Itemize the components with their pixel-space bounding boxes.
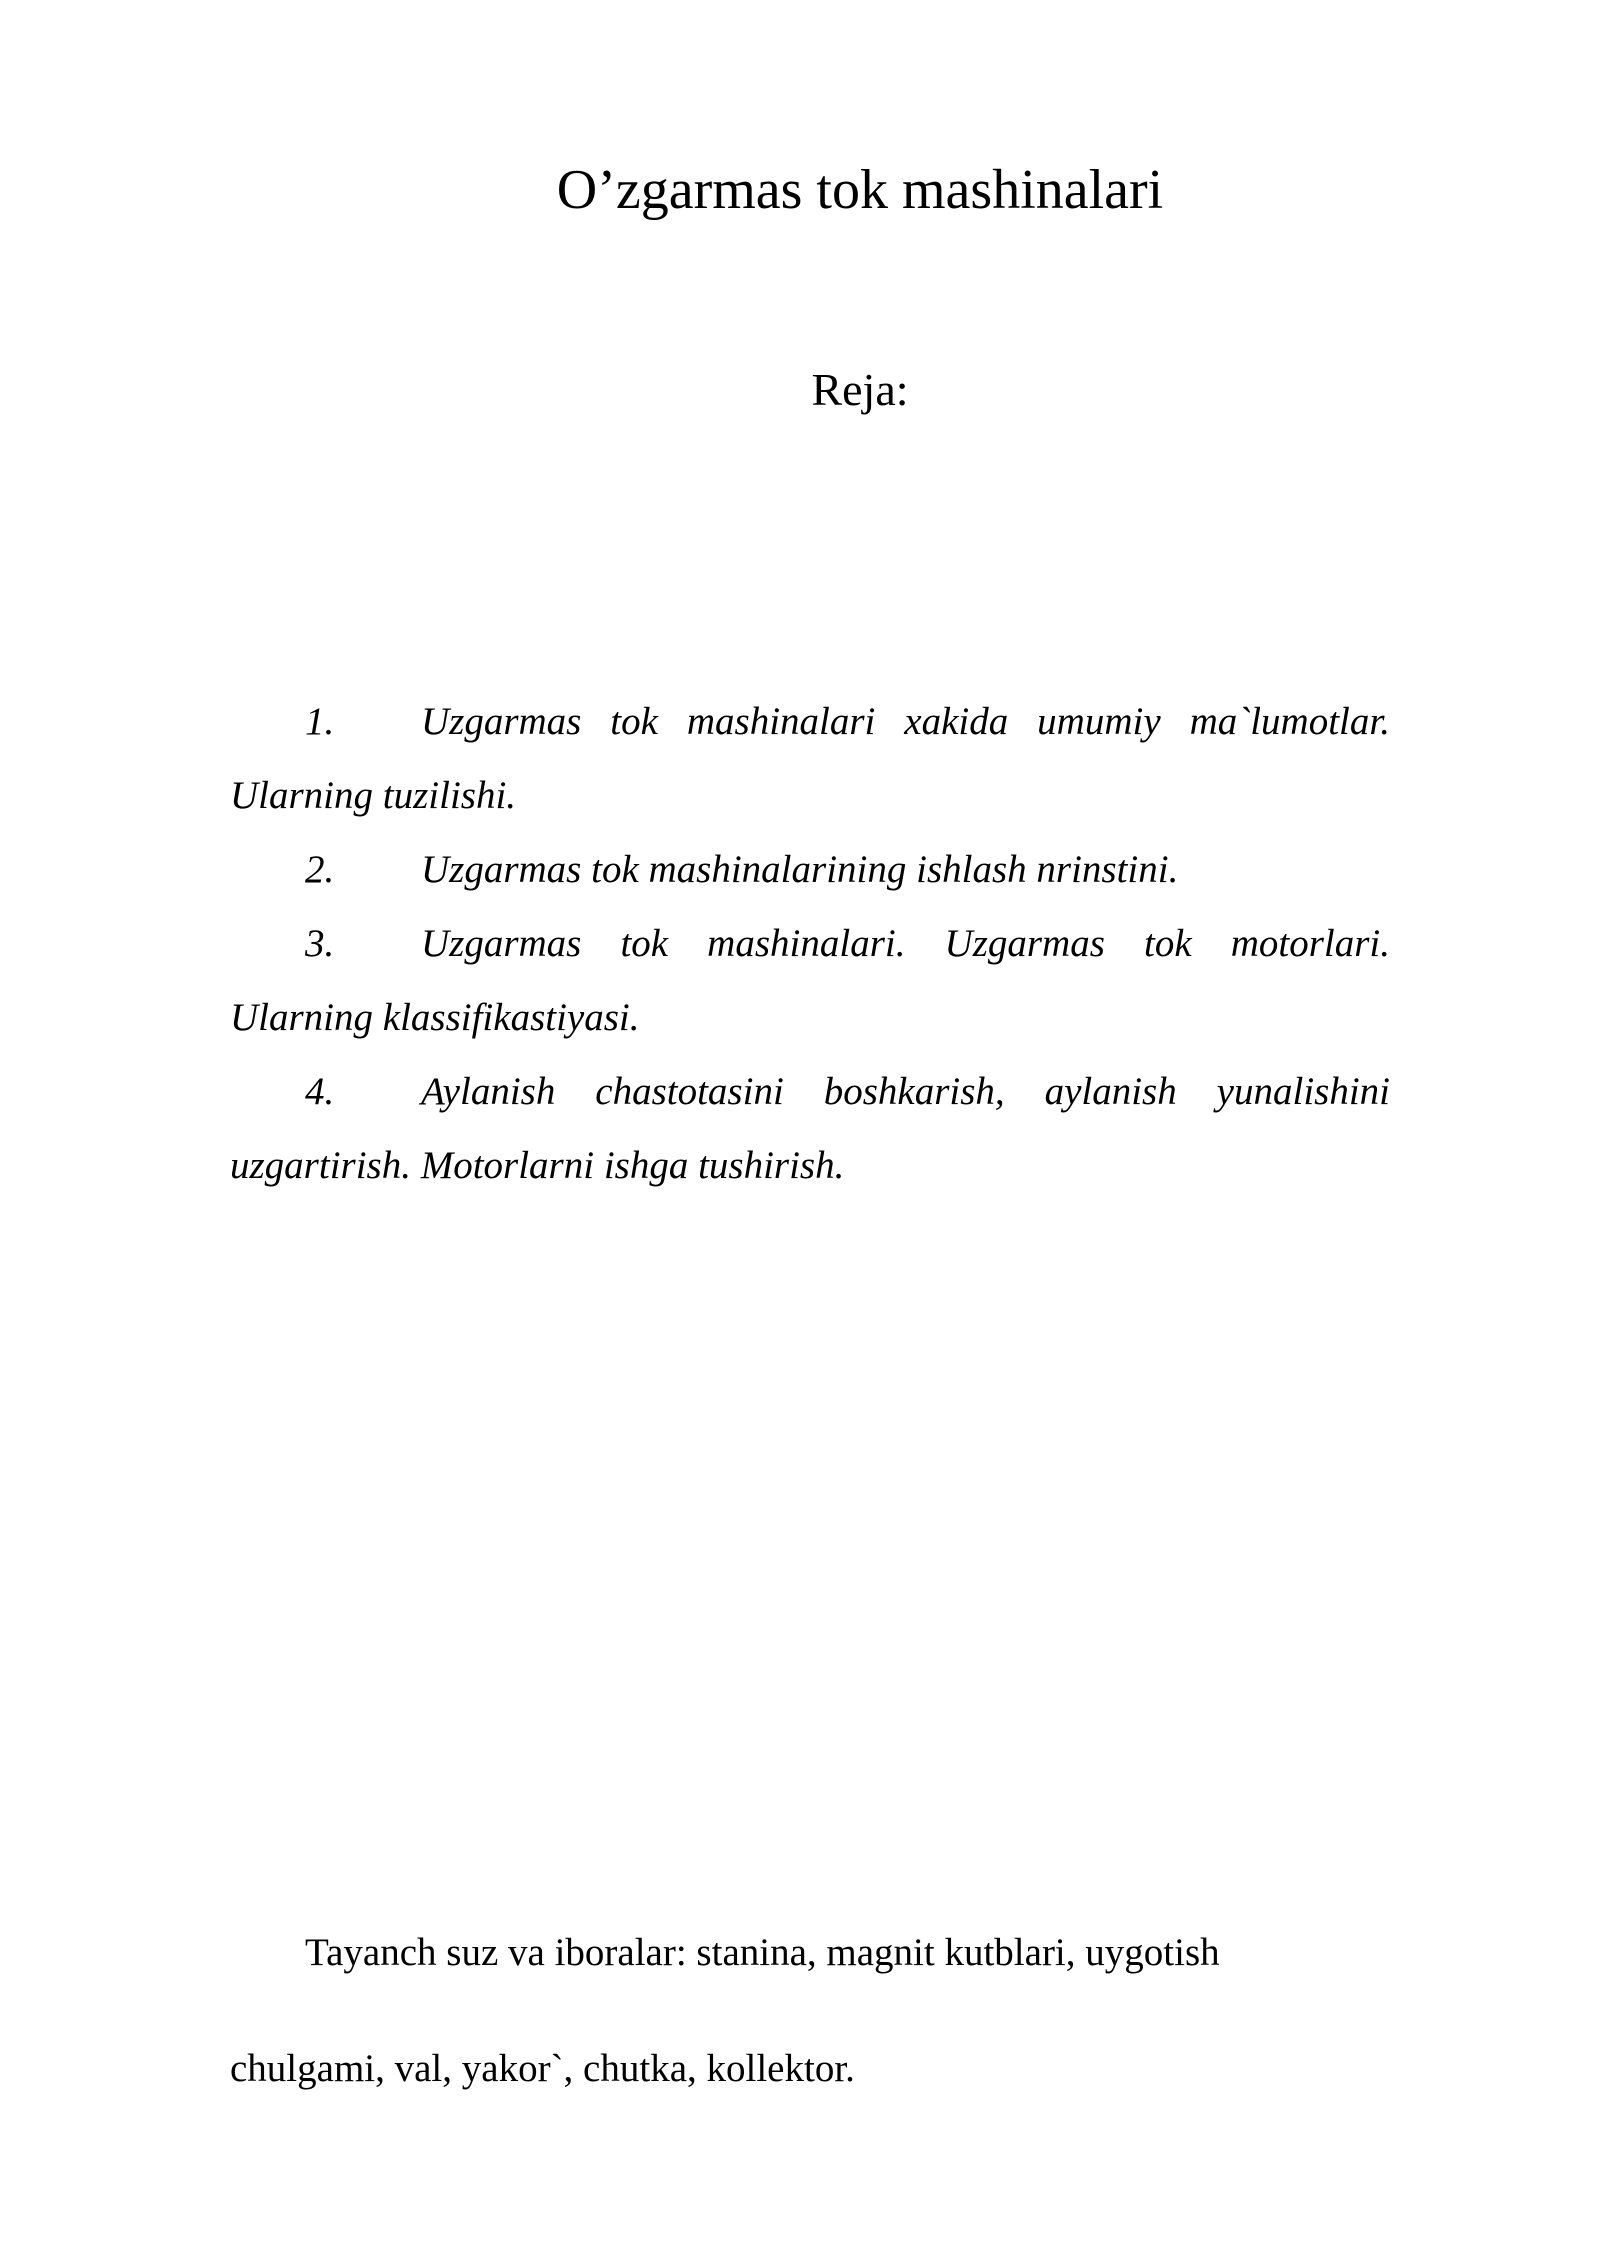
- document-title: O’zgarmas tok mashinalari: [556, 159, 1164, 221]
- plan-item-text: Uzgarmas tok mashinalari. Uzgarmas tok motorlari. Ularning klassifikastiyasi.: [230, 922, 1390, 1039]
- plan-item: [230, 833, 1390, 907]
- plan-heading: Reja:: [811, 364, 909, 415]
- plan-item-number: 2.: [305, 848, 335, 891]
- plan-item-number: 1.: [305, 700, 335, 743]
- plan-item: [230, 685, 1390, 833]
- plan-list: [230, 685, 1390, 1203]
- plan-item: [230, 907, 1390, 1055]
- plan-item-text: Uzgarmas tok mashinalarining ishlash nrinstini.: [421, 848, 1179, 891]
- plan-item-number: 4.: [305, 1070, 335, 1113]
- plan-item-number: 3.: [305, 922, 335, 965]
- keywords-paragraph: Tayanch suz va iboralar: stanina, magnit kutblari, uygotish chulgami, val, yakor`, chutka, kollektor.: [230, 1931, 1220, 2090]
- plan-item-text: Uzgarmas tok mashinalari xakida umumiy ma`lumotlar. Ularning tuzilishi.: [230, 700, 1390, 817]
- plan-item-text: Aylanish chastotasini boshkarish, aylanish yunalishini uzgartirish. Motorlarni ishga tushirish.: [230, 1070, 1390, 1187]
- plan-item: [230, 1055, 1390, 1203]
